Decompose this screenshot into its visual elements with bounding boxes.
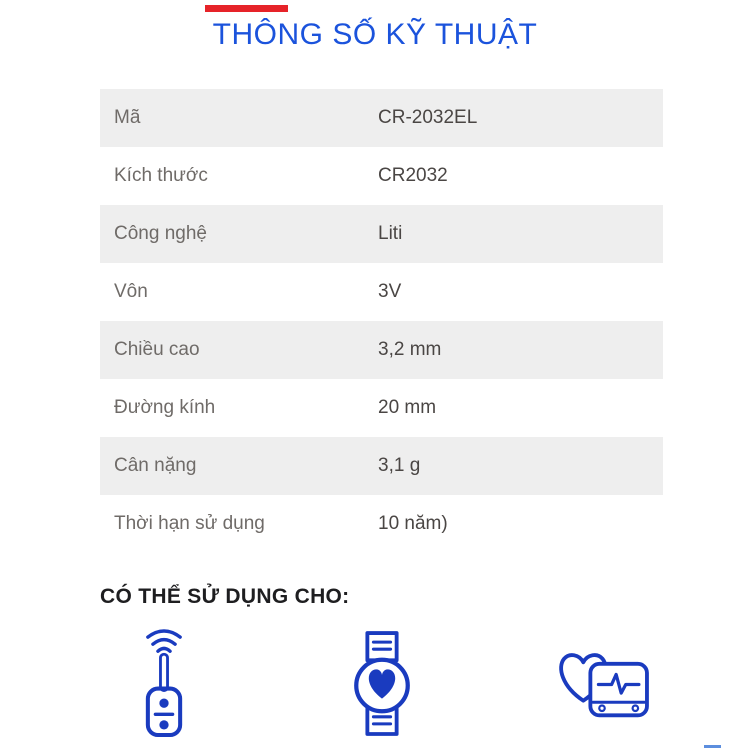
spec-value: 20 mm (378, 397, 437, 418)
spec-label: Chiều cao (114, 339, 200, 360)
table-row (100, 437, 663, 495)
table-row (100, 495, 663, 553)
spec-value: 3V (378, 281, 402, 302)
table-row (100, 263, 663, 321)
spec-label: Vôn (114, 281, 148, 302)
spec-label: Đường kính (114, 397, 216, 418)
spec-label: Kích thước (114, 165, 208, 186)
car-remote-icon (144, 625, 184, 738)
specs-table (100, 89, 663, 553)
top-cropped-red-element (205, 5, 288, 12)
spec-label: Cân nặng (114, 455, 197, 476)
usage-heading: CÓ THỂ SỬ DỤNG CHO: (100, 585, 350, 608)
heart-monitor-icon (555, 646, 651, 718)
spec-value: 3,1 g (378, 455, 421, 476)
spec-label: Mã (114, 107, 141, 128)
table-row (100, 321, 663, 379)
table-row (100, 147, 663, 205)
spec-value: CR2032 (378, 165, 448, 186)
bottom-cropped-element (704, 745, 721, 748)
page-title: THÔNG SỐ KỸ THUẬT (212, 18, 538, 51)
spec-label: Thời hạn sử dụng (114, 513, 265, 534)
table-row (100, 89, 663, 147)
table-row (100, 205, 663, 263)
spec-label: Công nghệ (114, 223, 207, 244)
table-row (100, 379, 663, 437)
spec-value: 10 năm) (378, 513, 448, 534)
smartwatch-heart-icon (351, 631, 413, 736)
spec-value: 3,2 mm (378, 339, 442, 360)
spec-value: Liti (378, 223, 403, 244)
spec-value: CR-2032EL (378, 107, 478, 128)
